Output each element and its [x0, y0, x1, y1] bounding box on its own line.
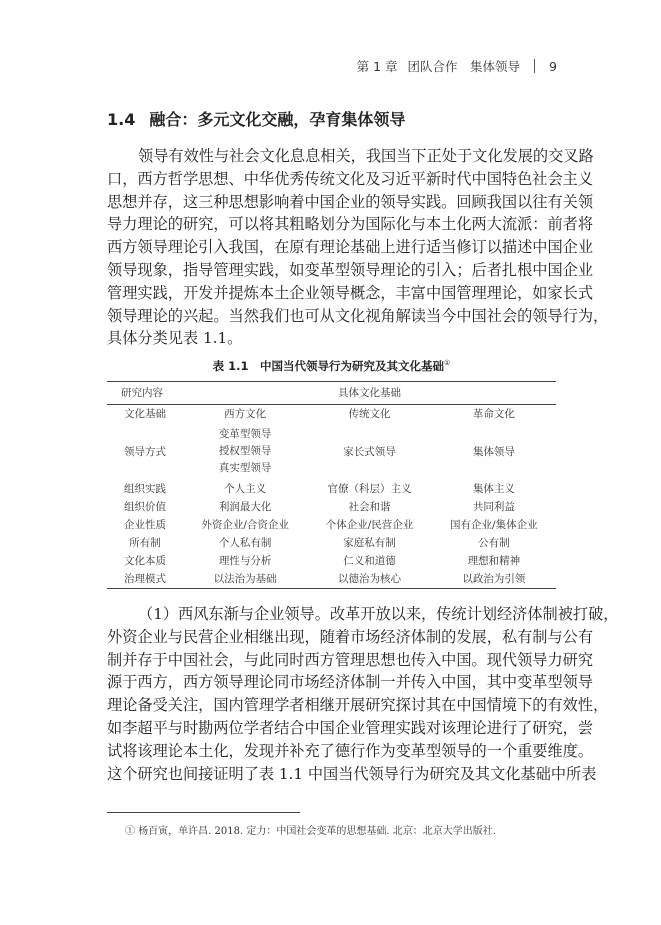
culture-table: [107, 381, 556, 589]
text-line: 具体分类见表 1.1。: [107, 329, 243, 348]
table-cell: 领导方式: [124, 445, 166, 458]
table-cell: 革命文化: [472, 408, 515, 420]
section-number: 1.4: [107, 110, 136, 129]
table-cell: 公有制: [478, 537, 510, 549]
footnote-marker: ①: [444, 359, 451, 368]
text-line: 制并存于中国社会，与此同时西方管理思想也传入中国。现代领导力研究: [107, 650, 593, 669]
running-header: [357, 57, 557, 75]
table-cell: 利润最大化: [218, 501, 272, 513]
section-title: 融合：多元文化交融，孕育集体领导: [149, 110, 406, 129]
text-line: 理论备受关注，国内管理学者相继开展研究探讨其在中国情境下的有效性，: [107, 696, 609, 715]
text-line: 管理实践，开发并提炼本土企业领导概念，丰富中国管理理论，如家长式: [107, 283, 593, 302]
table-cell: 个人主义: [224, 483, 267, 495]
chapter-number: 第 1 章: [356, 59, 398, 74]
column-header: 研究内容: [121, 387, 163, 399]
text-line: 试将该理论本土化，发现并补充了德行作为变革型领导的一个重要维度。: [107, 741, 593, 760]
cell-line: 真实型领导: [218, 462, 272, 474]
table-cell: 传统文化: [348, 408, 391, 420]
table-cell: [183, 423, 307, 480]
table-cell: 个人私有制: [218, 537, 272, 549]
text-line: 思想并存，这三种思想影响着中国企业的领导实践。回顾我国以往有关领: [107, 192, 593, 211]
table-row: [107, 480, 556, 498]
table-cell: 以法治为基础: [213, 573, 277, 585]
table-cell: 共同利益: [472, 501, 515, 513]
table-cell: 所有制: [129, 537, 161, 549]
table-row: [107, 405, 556, 424]
header-divider: [534, 59, 535, 73]
table-cell: 社会和谐: [348, 501, 391, 513]
table-cell: 官僚（科层）主义: [327, 483, 412, 495]
cell-line: 授权型领导: [218, 445, 272, 457]
chapter-title: 团队合作 集体领导: [407, 59, 521, 74]
table-cell: 企业性质: [124, 519, 166, 531]
text-line: （1）西风东渐与企业领导。改革开放以来，传统计划经济体制被打破，: [138, 605, 619, 623]
text-line: 导力理论的研究，可以将其粗略划分为国际化与本土化两大流派：前者将: [107, 215, 593, 234]
text-line: 如李超平与时勘两位学者结合中国企业管理实践对该理论进行了研究，尝: [107, 718, 593, 737]
text-line: 领导理论的兴起。当然我们也可从文化视角解读当今中国社会的领导行为，: [107, 306, 609, 325]
table-cell: 国有企业/集体企业: [450, 519, 538, 531]
table-row: [107, 423, 556, 480]
table-cell: 家庭私有制: [343, 537, 396, 549]
text-line: 领导现象，指导管理实践，如变革型领导理论的引入；后者扎根中国企业: [107, 260, 593, 279]
table-cell: 理性与分析: [218, 555, 272, 567]
table-cell: 家长式领导: [343, 445, 396, 458]
table-caption: [107, 358, 556, 374]
table-cell: 文化本质: [124, 555, 166, 567]
paragraph-1: [107, 145, 609, 350]
table-cell: 西方文化: [224, 408, 267, 420]
table-cell: 以政治为引领: [462, 573, 526, 585]
table-cell: 个体企业/民营企业: [325, 519, 414, 531]
table-row: [107, 516, 556, 534]
text-line: 领导有效性与社会文化息息相关，我国当下正处于文化发展的交叉路: [138, 147, 594, 165]
table-cell: 组织价值: [124, 501, 166, 513]
table-cell: 理想和精神: [467, 555, 521, 567]
text-line: 源于西方，西方领导理论同市场经济体制一并传入中国，其中变革型领导: [107, 673, 593, 692]
paragraph-2: [107, 603, 619, 785]
table-cell: 组织实践: [124, 483, 166, 495]
table-cell: 治理模式: [124, 573, 166, 585]
table-row: [107, 552, 556, 570]
table-cell: 外资企业/合资企业: [201, 519, 289, 531]
table-row: [107, 534, 556, 552]
column-header: 具体文化基础: [338, 387, 401, 399]
footnote-divider: [107, 812, 300, 813]
text-line: 西方领导理论引入我国，在原有理论基础上进行适当修订以描述中国企业: [107, 238, 593, 257]
table-row: [107, 498, 556, 516]
table-row: [107, 570, 556, 589]
text-line: 口，西方哲学思想、中华优秀传统文化及习近平新时代中国特色社会主义: [107, 169, 593, 188]
table-cell: 仁义和道德: [343, 555, 396, 567]
caption-text: 表 1.1 中国当代领导行为研究及其文化基础: [212, 359, 445, 373]
table-header-row: [107, 382, 556, 405]
table-cell: 集体领导: [472, 445, 515, 458]
table-cell: 以德治为核心: [337, 573, 401, 585]
footnote: ① 杨百寅，单许昌. 2018. 定力：中国社会变革的思想基础. 北京：北京大学出版社.: [125, 826, 496, 837]
text-line: 外资企业与民营企业相继出现，随着市场经济体制的发展，私有制与公有: [107, 627, 593, 646]
section-heading: [107, 107, 405, 130]
table-cell: 集体主义: [472, 483, 515, 495]
page-number: 9: [549, 58, 557, 74]
table-cell: 文化基础: [124, 408, 166, 420]
cell-line: 变革型领导: [218, 428, 272, 440]
text-line: 这个研究也间接证明了表 1.1 中国当代领导行为研究及其文化基础中所表: [107, 764, 597, 783]
